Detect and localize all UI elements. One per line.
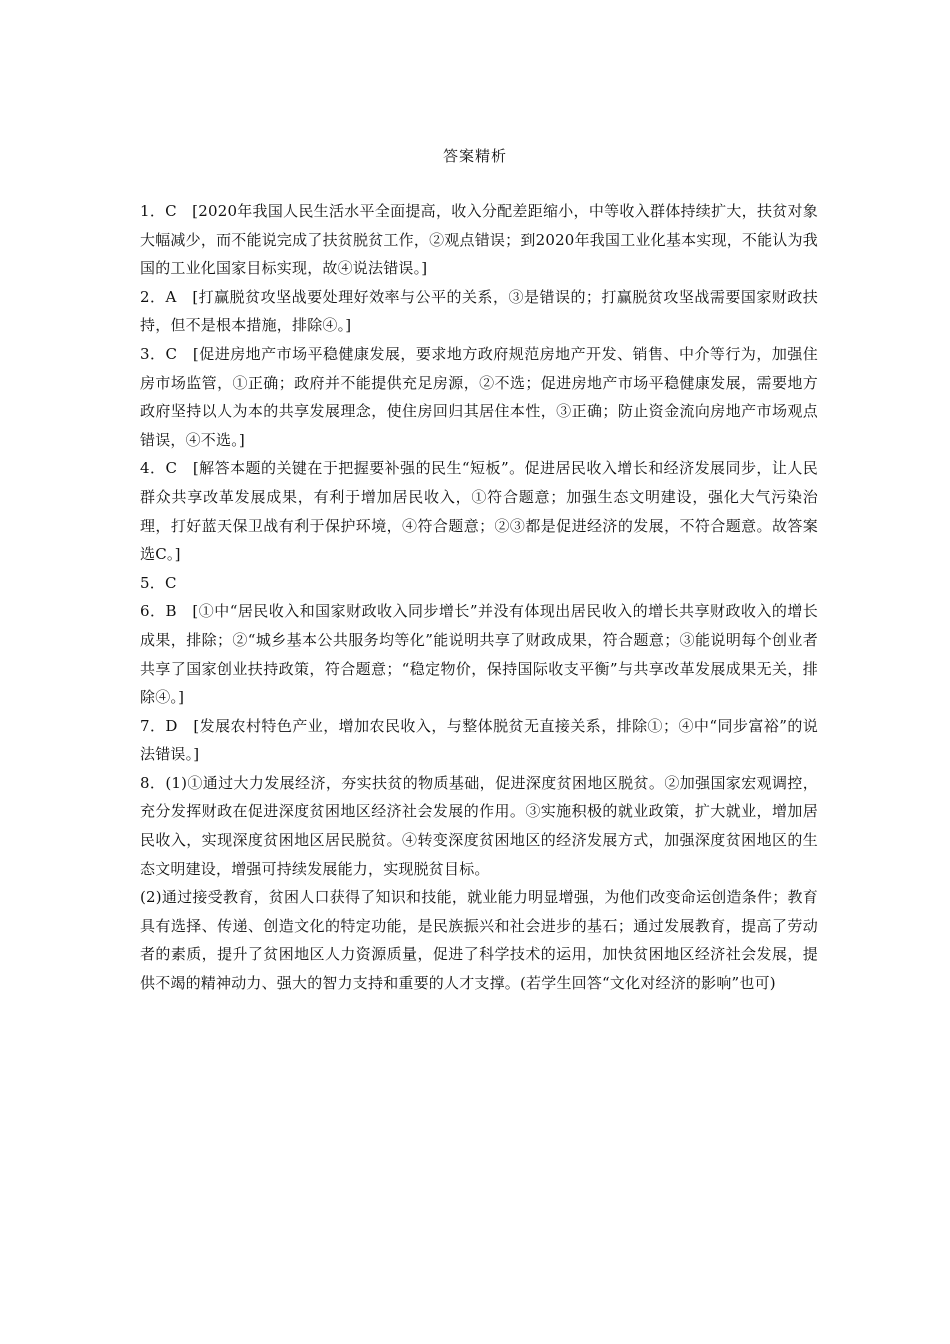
answer-text: 3．C [促进房地产市场平稳健康发展，要求地方政府规范房地产开发、销售、中介等行为，加强住房市场监管，①正确；政府并不能提供充足房源，②不选；促进房地产市场平稳健康发展，需要地方政府坚持以人为本的共享发展理念，使住房回归其居住本性，③正确；防止资金流向房地产市场观点错误，④不选。]	[140, 344, 818, 449]
answer-list	[140, 197, 818, 998]
page-title: 答案精析	[442, 147, 507, 165]
answer-text: 5．C	[140, 573, 177, 592]
answer-text: 7．D [发展农村特色产业，增加农民收入，与整体脱贫无直接关系，排除①；④中“同步富裕”的说法错误。]	[140, 716, 818, 764]
answer-text: 4．C [解答本题的关键在于把握要补强的民生“短板”。促进居民收入增长和经济发展同步，让人民群众共享改革发展成果，有利于增加居民收入，①符合题意；加强生态文明建设，强化大气污染治理，打好蓝天保卫战有利于保护环境，④符合题意；②③都是促进经济的发展，不符合题意。故答案选C。]	[140, 459, 818, 564]
answer-text: (2)通过接受教育，贫困人口获得了知识和技能，就业能力明显增强，为他们改变命运创造条件；教育具有选择、传递、创造文化的特定功能，是民族振兴和社会进步的基石；通过发展教育，提高了劳动者的素质，提升了贫困地区人力资源质量，促进了科学技术的运用，加快贫困地区经济社会发展，提供不竭的精神动力、强大的智力支持和重要的人才支撑。(若学生回答“文化对经济的影响”也可)	[140, 888, 818, 993]
answer-text: 8．(1)①通过大力发展经济，夯实扶贫的物质基础，促进深度贫困地区脱贫。②加强国家宏观调控，充分发挥财政在促进深度贫困地区经济社会发展的作用。③实施积极的就业政策，扩大就业，增加居民收入，实现深度贫困地区居民脱贫。④转变深度贫困地区的经济发展方式，加强深度贫困地区的生态文明建设，增强可持续发展能力，实现脱贫目标。	[140, 773, 818, 878]
answer-item-5	[140, 569, 818, 598]
answer-text: 1．C [2020年我国人民生活水平全面提高，收入分配差距缩小，中等收入群体持续扩大，扶贫对象大幅减少，而不能说完成了扶贫脱贫工作，②观点错误；到2020年我国工业化基本实现，不能认为我国的工业化国家目标实现，故④说法错误。]	[140, 202, 818, 278]
answer-item-2	[140, 283, 818, 340]
answer-item-8-part-2	[140, 883, 818, 997]
answer-text: 6．B [①中“居民收入和国家财政收入同步增长”并没有体现出居民收入的增长共享财政收入的增长成果，排除；②“城乡基本公共服务均等化”能说明共享了财政成果，符合题意；③能说明每个创业者共享了国家创业扶持政策，符合题意；“稳定物价，保持国际收支平衡”与共享改革发展成果无关，排除④。]	[140, 602, 818, 707]
answer-item-6	[140, 597, 818, 711]
answer-item-8-part-1	[140, 769, 818, 883]
answer-item-1	[140, 197, 818, 283]
answer-item-7	[140, 712, 818, 769]
answer-item-3	[140, 340, 818, 454]
answer-item-4	[140, 454, 818, 568]
answer-text: 2．A [打赢脱贫攻坚战要处理好效率与公平的关系，③是错误的；打赢脱贫攻坚战需要国家财政扶持，但不是根本措施，排除④。]	[140, 287, 818, 335]
